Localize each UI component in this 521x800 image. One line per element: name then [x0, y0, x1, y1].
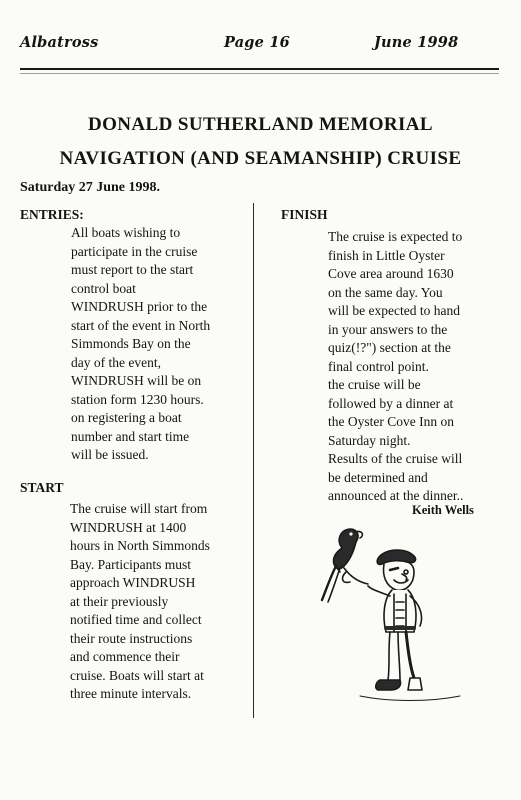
entries-line: All boats wishing to — [71, 225, 181, 240]
entries-body — [71, 224, 210, 465]
finish-line: the Oyster Cove Inn on — [328, 414, 454, 429]
start-body — [70, 500, 210, 704]
finish-line: be determined and — [328, 469, 428, 485]
start-line: three minute intervals. — [70, 686, 192, 701]
start-line: notified time and collect — [70, 612, 202, 627]
finish-line: finish in Little Oyster — [328, 247, 445, 263]
event-date: Saturday 27 June 1998. — [20, 180, 161, 195]
start-line: The cruise will start from — [70, 501, 208, 516]
entries-line: WINDRUSH prior to the — [71, 299, 208, 314]
article-title-line-1: DONALD SUTHERLAND MEMORIAL — [87, 114, 434, 135]
finish-line: quiz(!?") section at the — [328, 340, 451, 355]
entries-line: start of the event in North — [71, 317, 211, 333]
issue-date: June 1998 — [374, 34, 459, 51]
entries-line: Simmonds Bay on the — [71, 336, 191, 351]
pirate-parrot-illustration — [310, 520, 470, 710]
entries-line: participate in the cruise — [71, 243, 198, 259]
start-line: WINDRUSH at 1400 — [70, 519, 187, 535]
finish-line: The cruise is expected to — [328, 229, 463, 244]
start-heading: START — [20, 480, 64, 495]
start-line: at their previously — [70, 593, 169, 609]
start-line: Bay. Participants must — [70, 556, 191, 572]
entries-heading: ENTRIES: — [20, 207, 84, 222]
article-title-line-2: NAVIGATION (AND SEAMANSHIP) CRUISE — [59, 148, 462, 169]
finish-line: Results of the cruise will — [328, 451, 463, 466]
header-rule-thin — [20, 73, 499, 74]
finish-line: Cove area around 1630 — [328, 266, 454, 281]
entries-line: station form 1230 hours. — [71, 391, 204, 407]
start-line: their route instructions — [70, 630, 193, 646]
page-header — [20, 34, 499, 56]
finish-line: on the same day. You — [328, 284, 443, 300]
finish-body — [328, 228, 463, 506]
parrot-icon — [322, 529, 362, 602]
finish-line: will be expected to hand — [328, 303, 460, 318]
entries-line: on registering a boat — [71, 410, 182, 425]
header-rule — [20, 68, 499, 70]
entries-line: number and start time — [71, 428, 190, 444]
entries-line: control boat — [71, 280, 136, 296]
finish-line: final control point. — [328, 358, 429, 374]
start-line: approach WINDRUSH — [70, 575, 196, 590]
finish-heading: FINISH — [281, 207, 328, 222]
entries-line: WINDRUSH will be on — [71, 373, 202, 388]
start-line: and commence their — [70, 649, 180, 664]
finish-line: announced at the dinner.. — [328, 488, 464, 503]
pirate-icon — [360, 550, 460, 701]
entries-line: will be issued. — [71, 447, 149, 462]
page-number: Page 16 — [224, 34, 290, 51]
finish-line: the cruise will be — [328, 377, 421, 392]
author-signature: Keith Wells — [412, 503, 474, 517]
entries-line: must report to the start — [71, 262, 194, 277]
start-line: cruise. Boats will start at — [70, 667, 204, 683]
finish-line: Saturday night. — [328, 432, 411, 448]
finish-line: in your answers to the — [328, 321, 448, 337]
entries-line: day of the event, — [71, 354, 161, 370]
finish-line: followed by a dinner at — [328, 395, 454, 411]
start-line: hours in North Simmonds — [70, 538, 210, 553]
publication-name: Albatross — [20, 34, 99, 51]
column-divider — [253, 203, 254, 718]
